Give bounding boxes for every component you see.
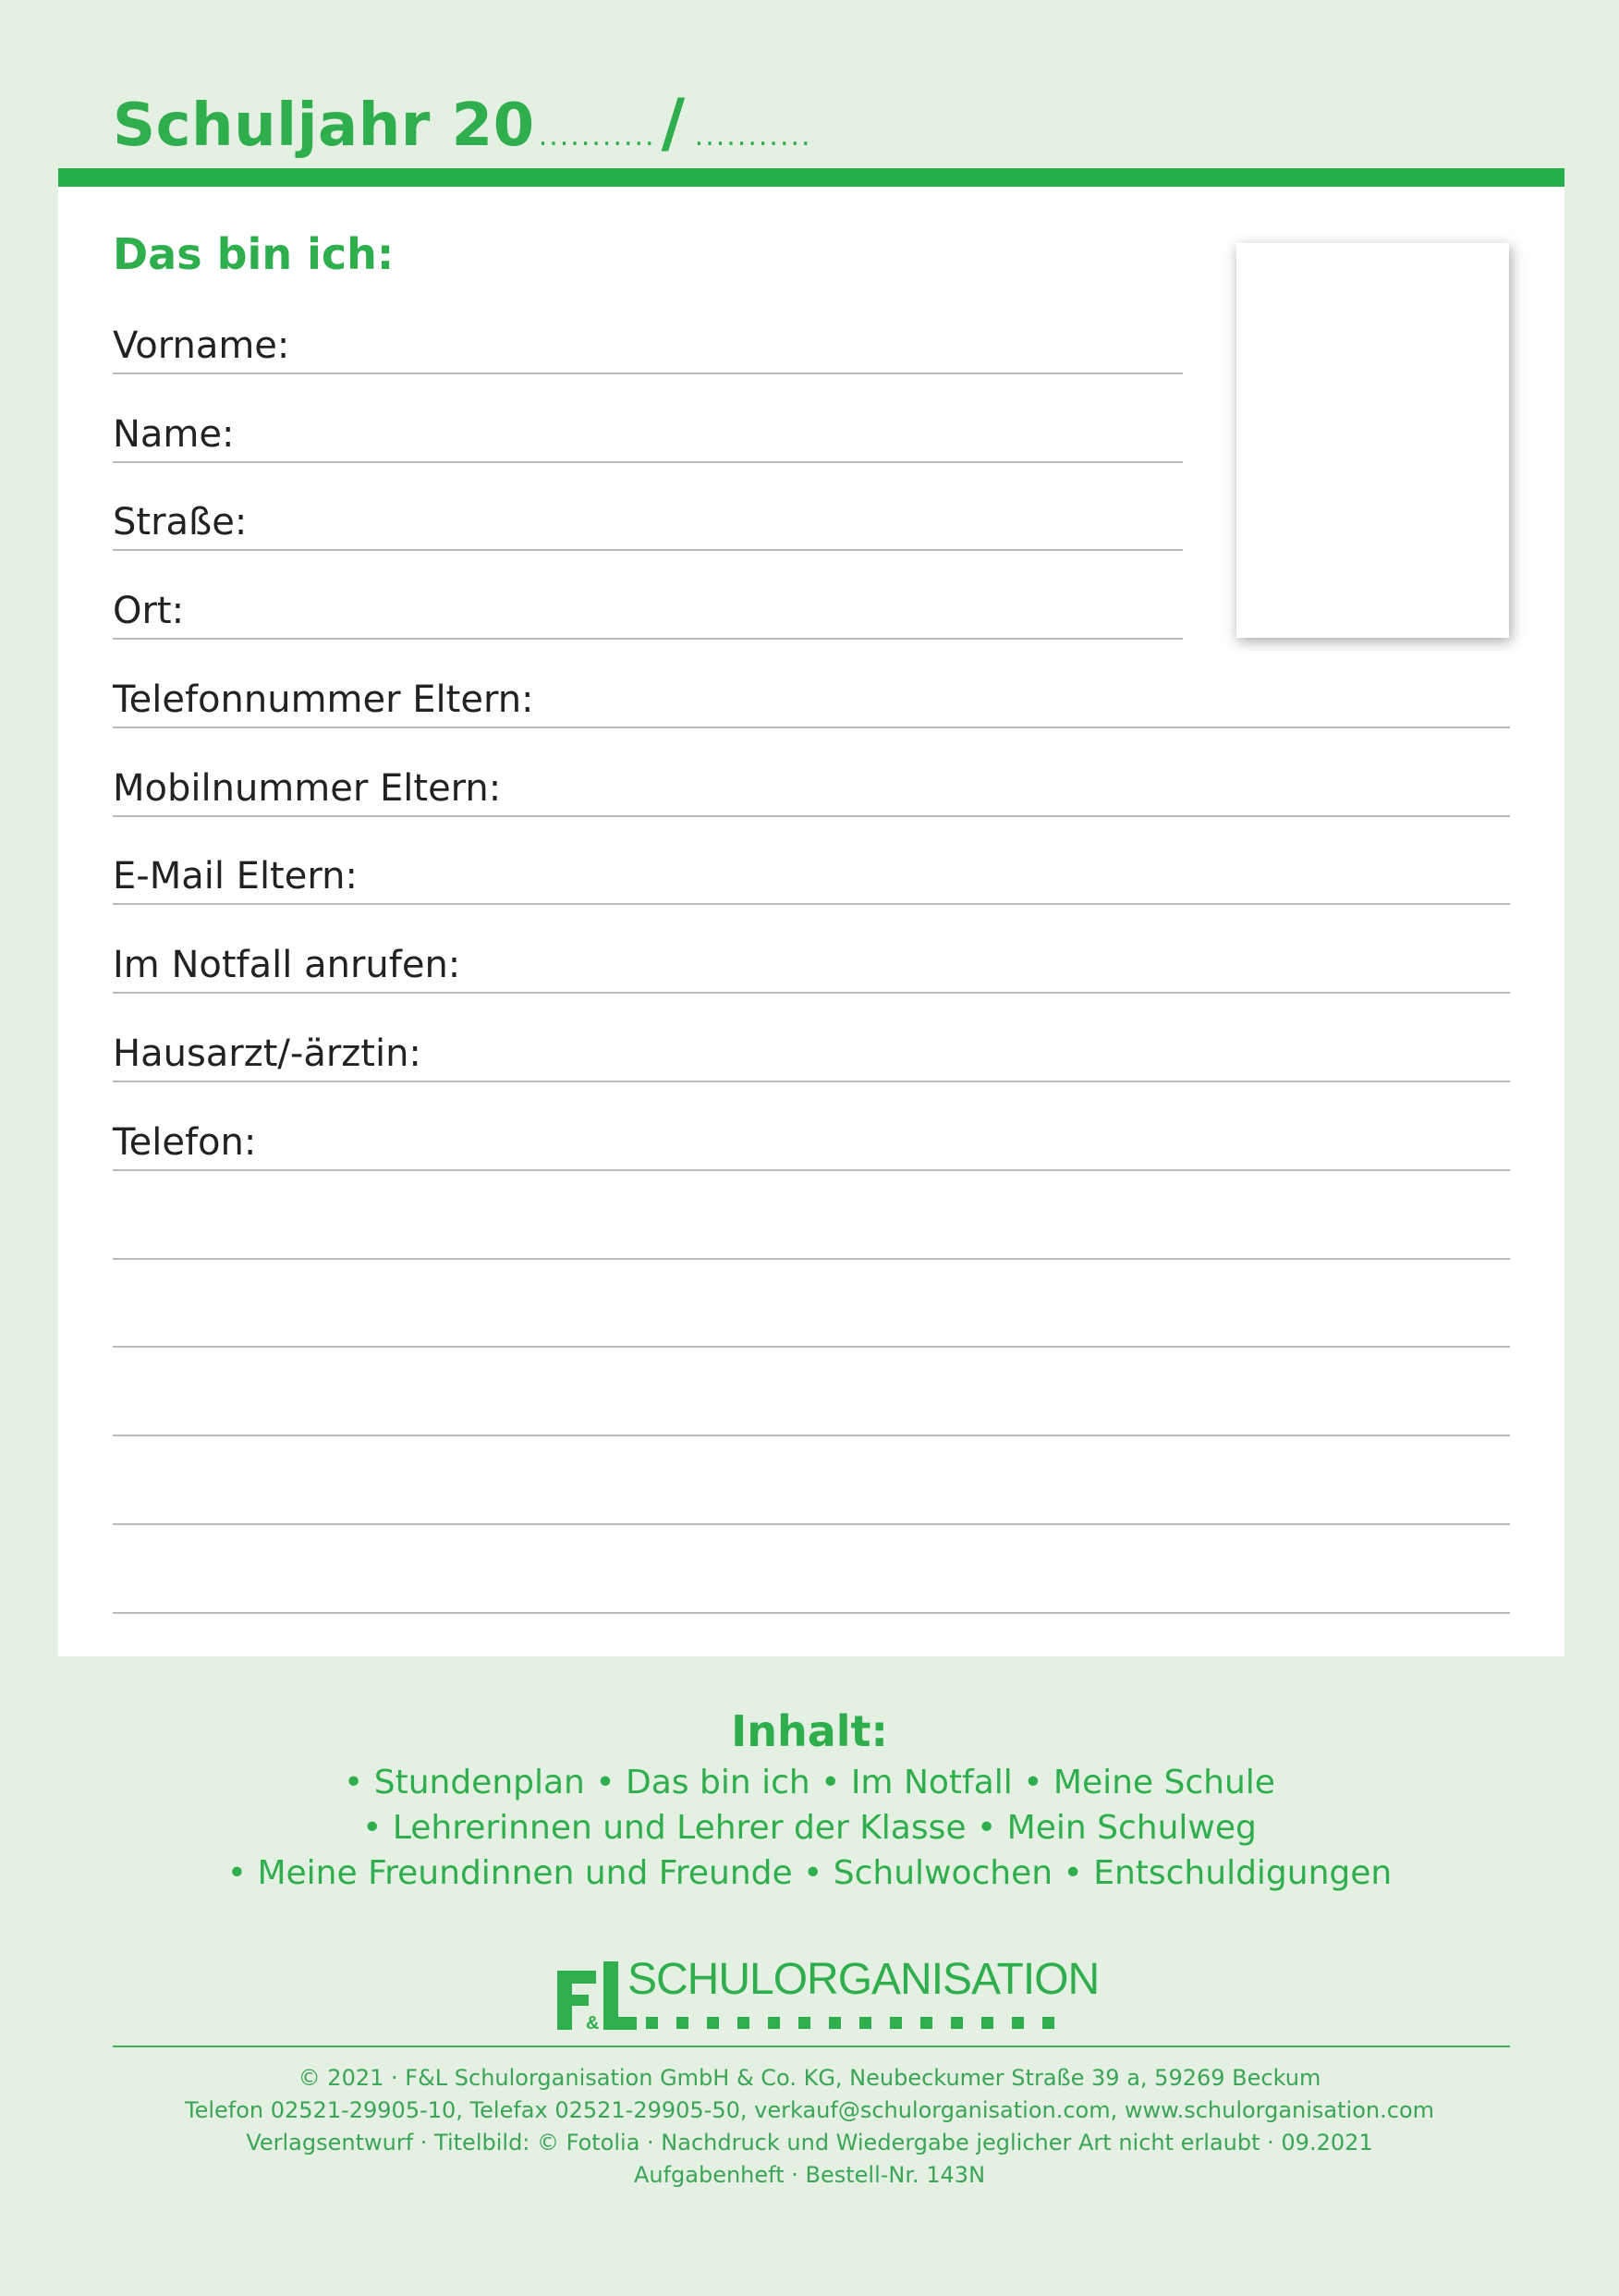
year-separator: /: [661, 85, 686, 161]
year-blank-1: ...........: [538, 120, 656, 153]
contents-title: Inhalt:: [731, 1706, 888, 1756]
field-telefonnummer-eltern[interactable]: [113, 653, 1510, 728]
title-text: Schuljahr 20: [113, 92, 535, 160]
blank-line[interactable]: [113, 1361, 1510, 1436]
field-telefon[interactable]: [113, 1095, 1510, 1171]
contents-line: • Stundenplan • Das bin ich • Im Notfall • Meine Schule: [344, 1764, 1275, 1801]
svg-text:&: &: [586, 2013, 600, 2032]
photo-placeholder: [1236, 243, 1509, 638]
contents-line: • Meine Freundinnen und Freunde • Schulwochen • Entschuldigungen: [226, 1854, 1393, 1892]
blank-line[interactable]: [113, 1184, 1510, 1260]
field-vorname[interactable]: [113, 299, 1183, 374]
field-strasse[interactable]: [113, 475, 1183, 551]
header-divider: [58, 168, 1564, 187]
footer-contact: Telefon 02521-29905-10, Telefax 02521-29905-50, verkauf@schulorganisation.com, www.schulorganisation.com: [184, 2097, 1434, 2123]
blank-line[interactable]: [113, 1538, 1510, 1614]
section-title: Das bin ich:: [113, 229, 395, 279]
logo-text: SCHULORGANISATION: [627, 1955, 1100, 2004]
field-label: Mobilnummer Eltern:: [113, 767, 502, 810]
footer-order-number: Aufgabenheft · Bestell-Nr. 143N: [633, 2162, 986, 2188]
contents-line: • Lehrerinnen und Lehrer der Klasse • Mein Schulweg: [362, 1809, 1257, 1847]
blank-line[interactable]: [113, 1449, 1510, 1525]
field-label: Im Notfall anrufen:: [113, 944, 461, 986]
field-label: Hausarzt/-ärztin:: [113, 1032, 421, 1075]
blank-line[interactable]: [113, 1272, 1510, 1348]
field-label: Ort:: [113, 590, 185, 632]
field-notfall[interactable]: [113, 918, 1510, 994]
field-label: E-Mail Eltern:: [113, 855, 358, 898]
field-label: Straße:: [113, 501, 248, 543]
page-title: [113, 85, 812, 161]
footer-credits: Verlagsentwurf · Titelbild: © Fotolia · Nachdruck und Wiedergabe jeglicher Art nicht erlaubt · 09.2021: [246, 2130, 1373, 2156]
field-label: Telefonnummer Eltern:: [113, 678, 534, 721]
field-label: Name:: [113, 413, 235, 456]
field-label: Telefon:: [113, 1121, 257, 1164]
field-ort[interactable]: [113, 564, 1183, 640]
year-blank-2: ...........: [694, 120, 812, 153]
field-email-eltern[interactable]: [113, 829, 1510, 905]
publisher-logo: [557, 1955, 1100, 2032]
footer-divider: [113, 2046, 1510, 2047]
field-mobilnummer-eltern[interactable]: [113, 741, 1510, 817]
footer-copyright: © 2021 · F&L Schulorganisation GmbH & Co. KG, Neubeckumer Straße 39 a, 59269 Beckum: [298, 2065, 1321, 2091]
field-hausarzt[interactable]: [113, 1007, 1510, 1082]
field-label: Vorname:: [113, 324, 290, 367]
field-name[interactable]: [113, 387, 1183, 463]
